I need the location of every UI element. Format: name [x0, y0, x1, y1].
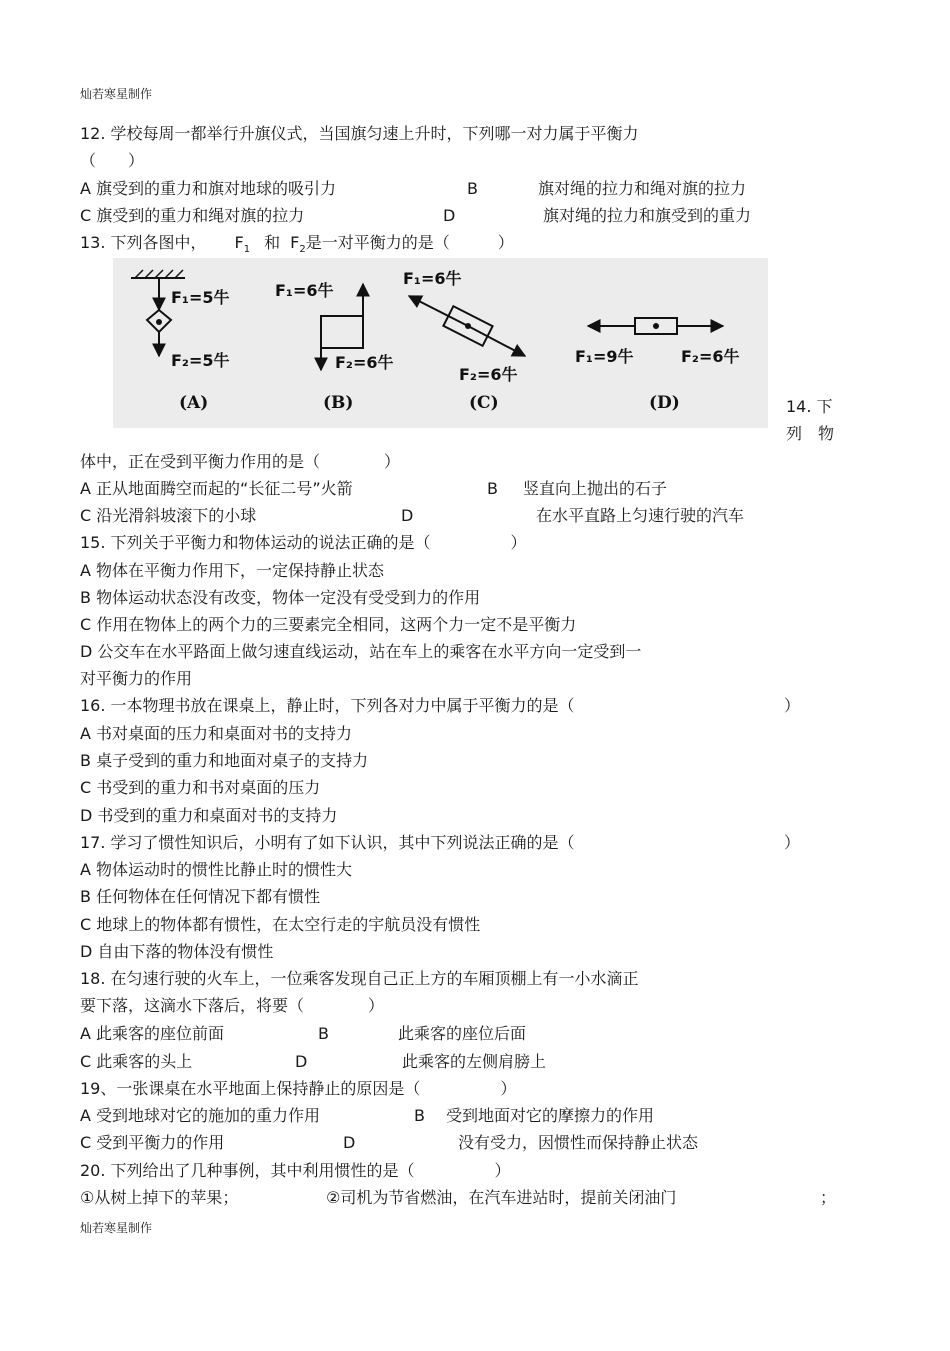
q17-option-c: C 地球上的物体都有惯性，在太空行走的宇航员没有惯性: [80, 915, 481, 934]
q13-and: 和: [264, 233, 281, 252]
q12-option-b-letter: B: [467, 179, 478, 198]
diagram-b: [275, 281, 393, 413]
q18-option-b: 此乘客的座位后面: [398, 1024, 527, 1043]
page-footer: 灿若寒星制作: [80, 1221, 153, 1235]
q17-option-d: D 自由下落的物体没有惯性: [80, 942, 274, 961]
q15-option-d-line2: 对平衡力的作用: [80, 669, 193, 688]
q13-pre: 13. 下列各图中，: [80, 233, 207, 252]
q15-stem: 15. 下列关于平衡力和物体运动的说法正确的是（ ）: [80, 533, 527, 552]
diagram-d-f1: F₁=9牛: [575, 347, 634, 366]
diagram-d-f2: F₂=6牛: [681, 347, 740, 366]
q14-side-2: 列 物: [786, 424, 835, 443]
q14-option-b: 竖直向上抛出的石子: [523, 479, 668, 498]
force-diagrams: [113, 258, 768, 428]
q14-stem: 体中，正在受到平衡力作用的是（ ）: [80, 452, 401, 471]
q12-option-d-letter: D: [443, 206, 456, 225]
q16-option-d: D 书受到的重力和桌面对书的支持力: [80, 806, 338, 825]
q14-option-c: C 沿光滑斜坡滚下的小球: [80, 506, 257, 525]
page-header: 灿若寒星制作: [80, 87, 153, 101]
q13-stem: [80, 233, 514, 260]
q16-close-paren: ）: [784, 696, 801, 715]
q13-f1-sub: 1: [243, 244, 251, 256]
q18-option-c: C 此乘客的头上: [80, 1052, 193, 1071]
q18-stem-line2: 要下落，这滴水下落后，将要（ ）: [80, 996, 385, 1015]
q18-stem-line1: 18. 在匀速行驶的火车上，一位乘客发现自己正上方的车厢顶棚上有一小水滴正: [80, 969, 639, 988]
q15-option-b: B 物体运动状态没有改变，物体一定没有受受到力的作用: [80, 588, 481, 607]
q12-option-d: 旗对绳的拉力和旗受到的重力: [543, 206, 752, 225]
q14-side-1: 14. 下: [786, 397, 833, 416]
q15-option-a: A 物体在平衡力作用下，一定保持静止状态: [80, 561, 385, 580]
q13-f2-sub: 2: [299, 244, 306, 256]
q13-f2: F: [290, 233, 300, 252]
q12-option-c: C 旗受到的重力和绳对旗的拉力: [80, 206, 305, 225]
q19-option-d-letter: D: [343, 1133, 356, 1152]
diagram-c-f1: F₁=6牛: [403, 269, 462, 288]
q18-option-a: A 此乘客的座位前面: [80, 1024, 225, 1043]
q19-option-c: C 受到平衡力的作用: [80, 1133, 225, 1152]
diagram-a: [131, 270, 229, 413]
q17-option-a: A 物体运动时的惯性比静止时的惯性大: [80, 860, 353, 879]
q18-option-b-letter: B: [318, 1024, 329, 1043]
q12-paren: （ ）: [80, 151, 145, 170]
q13-f1: F: [234, 233, 244, 252]
q20-line-end: ；: [820, 1188, 837, 1207]
q17-stem: 17. 学习了惯性知识后，小明有了如下认识，其中下列说法正确的是（: [80, 833, 575, 852]
q19-option-a: A 受到地球对它的施加的重力作用: [80, 1106, 321, 1125]
q19-option-d: 没有受力，因惯性而保持静止状态: [458, 1133, 699, 1152]
diagram-c-caption: (C): [469, 393, 499, 413]
q14-option-a: A 正从地面腾空而起的“长征二号”火箭: [80, 479, 353, 498]
q20-item-2: ②司机为节省燃油，在汽车进站时，提前关闭油门: [326, 1188, 677, 1207]
q12-stem: 12. 学校每周一都举行升旗仪式，当国旗匀速上升时，下列哪一对力属于平衡力: [80, 124, 639, 143]
q19-stem: 19、一张课桌在水平地面上保持静止的原因是（ ）: [80, 1079, 517, 1098]
q20-stem: 20. 下列给出了几种事例，其中利用惯性的是（ ）: [80, 1161, 511, 1180]
q12-option-a: A 旗受到的重力和旗对地球的吸引力: [80, 179, 337, 198]
q14-option-b-letter: B: [487, 479, 498, 498]
diagram-b-f1: F₁=6牛: [275, 281, 334, 300]
q13-figure: [113, 258, 768, 428]
q15-option-d-line1: D 公交车在水平路面上做匀速直线运动，站在车上的乘客在水平方向一定受到一: [80, 642, 642, 661]
q14-option-d-letter: D: [401, 506, 414, 525]
q17-option-b: B 任何物体在任何情况下都有惯性: [80, 887, 321, 906]
diagram-a-f2: F₂=5牛: [171, 351, 230, 370]
q12-option-b: 旗对绳的拉力和绳对旗的拉力: [538, 179, 747, 198]
diagram-d-caption: (D): [649, 393, 680, 413]
diagram-b-f2: F₂=6牛: [335, 353, 394, 372]
q16-option-b: B 桌子受到的重力和地面对桌子的支持力: [80, 751, 369, 770]
q18-option-d-letter: D: [295, 1052, 308, 1071]
q20-item-1: ①从树上掉下的苹果；: [80, 1188, 239, 1207]
diagram-a-f1: F₁=5牛: [171, 288, 230, 307]
q16-stem: 16. 一本物理书放在课桌上，静止时，下列各对力中属于平衡力的是（: [80, 696, 575, 715]
q18-option-d: 此乘客的左侧肩膀上: [402, 1052, 547, 1071]
q13-post: 是一对平衡力的是（ ）: [305, 233, 514, 252]
q17-close-paren: ）: [784, 833, 801, 852]
q16-option-c: C 书受到的重力和书对桌面的压力: [80, 778, 321, 797]
q14-option-d: 在水平直路上匀速行驶的汽车: [536, 506, 745, 525]
diagram-a-caption: (A): [179, 393, 209, 413]
q19-option-b: 受到地面对它的摩擦力的作用: [446, 1106, 655, 1125]
diagram-b-caption: (B): [323, 393, 354, 413]
diagram-d: [575, 318, 739, 413]
q16-option-a: A 书对桌面的压力和桌面对书的支持力: [80, 724, 353, 743]
q19-option-b-letter: B: [414, 1106, 425, 1125]
diagram-c: [403, 269, 525, 413]
diagram-c-f2: F₂=6牛: [459, 365, 518, 384]
q15-option-c: C 作用在物体上的两个力的三要素完全相同，这两个力一定不是平衡力: [80, 615, 577, 634]
